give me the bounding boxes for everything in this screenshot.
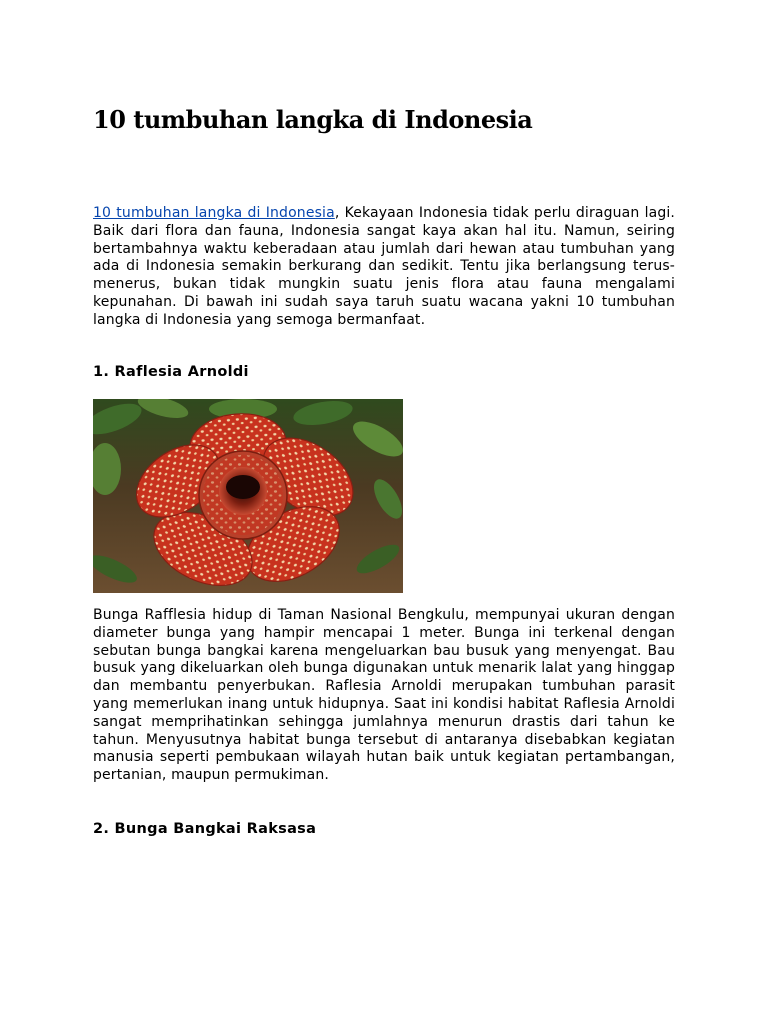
intro-paragraph [93, 205, 675, 330]
intro-text: , Kekayaan Indonesia tidak perlu diraguan lagi. Baik dari flora dan fauna, Indonesia sangat kaya akan hal itu. Namun, seiring bertambahnya waktu keberadaan atau jumlah dari hewan atau tumbuhan yang ada di Indonesia semakin berkurang dan sedikit. Tentu jika berlangsung terus-menerus, bukan tidak mungkin suatu jenis flora atau fauna mengalami kepunahan. Di bawah ini sudah saya taruh suatu wacana yakni 10 tumbuhan langka di Indonesia yang semoga bermanfaat. [93, 205, 676, 328]
rafflesia-flower-photo [93, 399, 403, 593]
intro-link[interactable]: 10 tumbuhan langka di Indonesia [93, 205, 335, 221]
raflesia-description: Bunga Rafflesia hidup di Taman Nasional Bengkulu, mempunyai ukuran dengan diameter bunga yang hampir mencapai 1 meter. Bunga ini terkenal dengan sebutan bunga bangkai karena mengeluarkan bau busuk yang menyengat. Bau busuk yang dikeluarkan oleh bunga digunakan untuk menarik lalat yang hinggap dan membantu penyerbukan. Raflesia Arnoldi merupakan tumbuhan parasit yang memerlukan inang untuk hidupnya. Saat ini kondisi habitat Raflesia Arnoldi sangat memprihatinkan sehingga jumlahnya menurun drastis dari tahun ke tahun. Menyusutnya habitat bunga tersebut di antaranya disebabkan kegiatan manusia seperti pembukaan wilayah hutan baik untuk kegiatan pertambangan, pertanian, maupun permukiman. [93, 607, 675, 784]
section-heading-bunga-bangkai: 2. Bunga Bangkai Raksasa [93, 821, 317, 837]
section-heading-raflesia: 1. Raflesia Arnoldi [93, 364, 249, 380]
page-title: 10 tumbuhan langka di Indonesia [93, 105, 533, 134]
